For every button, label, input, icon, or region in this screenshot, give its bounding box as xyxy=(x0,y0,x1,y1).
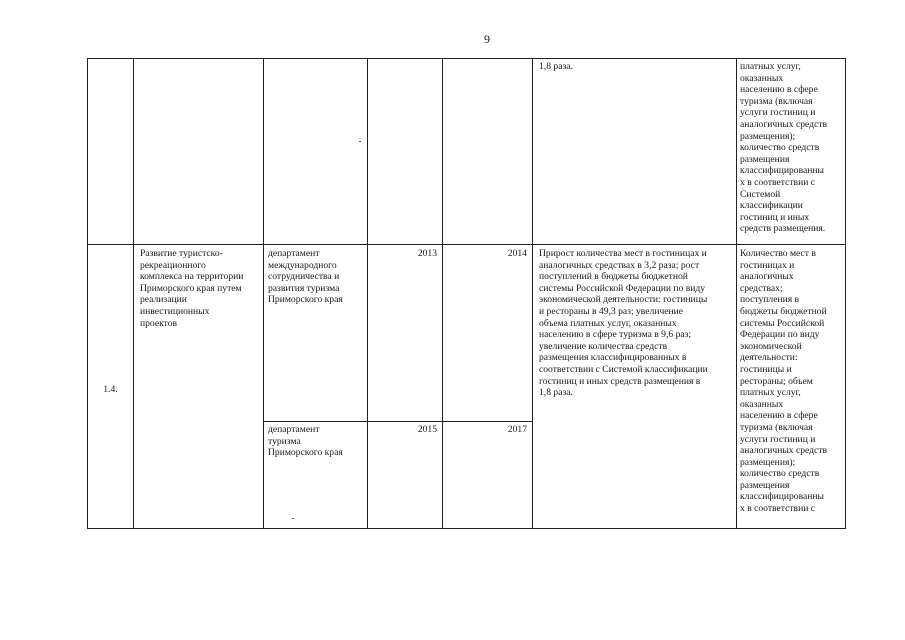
start-year-cell: 2015 xyxy=(417,424,437,435)
column-border xyxy=(442,58,443,529)
start-year-cell: 2013 xyxy=(417,248,437,259)
column-border xyxy=(532,58,533,529)
column-border xyxy=(367,58,368,529)
cont-indicator-cell: платных услуг, оказанных населению в сфере туризма (включая услуги гостиниц и аналогичных средств размещения); количество средств размещения классифицированны х в соответствии с Системой классификации гостиниц и иных средств размещения. xyxy=(740,61,828,235)
cont-result-cell: 1,8 раза. xyxy=(539,61,573,72)
column-border xyxy=(133,58,134,529)
executor-cell: департамент международного сотрудничества и развития туризма Приморского края xyxy=(268,248,343,306)
table-bottom-border xyxy=(87,528,846,529)
result-cell: Прирост количества мест в гостиницах и аналогичных средствах в 3,2 раза; рост поступлений в бюджеты бюджетной системы Российской Федерации по виду экономической деятельности: гостиницы и рестораны в 49,3 раз; увеличение объема платных услуг, оказанных населению в сфере туризма в 9,6 раз; увеличение количества средств размещения классифицированных в соответствии с Системой классификации гостиниц и иных средств размещения в 1,8 раза. xyxy=(539,248,708,399)
measure-cell: Развитие туристско- рекреационного комплекса на территории Приморского края путем реализации инвестиционных проектов xyxy=(140,248,244,329)
scan-mark xyxy=(292,518,294,519)
table-right-border xyxy=(845,58,846,529)
row-number: 1.4. xyxy=(103,384,118,395)
end-year-cell: 2014 xyxy=(507,248,527,259)
subrow-divider xyxy=(263,421,532,422)
indicator-cell: Количество мест в гостиницах и аналогичных средствах; поступления в бюджеты бюджетной системы Российской Федерации по виду экономической деятельности: гостиницы и рестораны; объем платных услуг, оказанных населению в сфере туризма (включая услуги гостиниц и аналогичных средств размещения); количество средств размещения классифицированны х в соответствии с xyxy=(740,248,828,515)
table-top-border xyxy=(87,58,846,59)
column-border xyxy=(736,58,737,529)
executor-cell: департамент туризма Приморского края xyxy=(268,424,343,459)
column-border xyxy=(87,58,88,529)
row-divider xyxy=(87,244,846,245)
column-border xyxy=(263,58,264,529)
scan-mark xyxy=(359,141,361,142)
page-number: 9 xyxy=(484,32,490,46)
end-year-cell: 2017 xyxy=(507,424,527,435)
